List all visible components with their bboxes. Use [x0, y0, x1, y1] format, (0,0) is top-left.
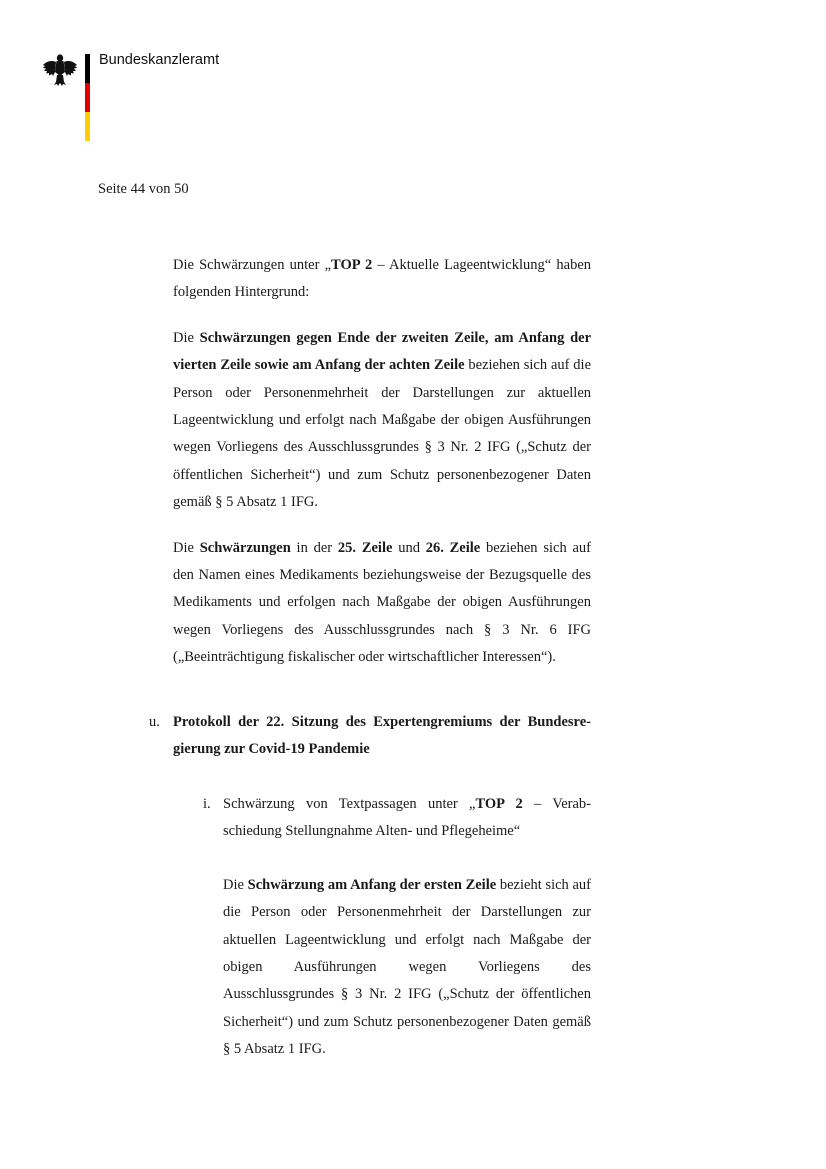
paragraph-redaction-lines: Die Schwärzungen gegen Ende der zweiten Zeile, am Anfang der vierten Zeile sowie am Anfang der achten Zeile beziehen sich auf die Person oder Personenmehrheit der Darstellungen zur aktuellen Lageentwicklung und erfolgt nach Maßgabe der obigen Ausführungen wegen Vorliegens des Ausschlussgrundes § 3 Nr. 2 IFG („Schutz der öffentlichen Sicherheit“) und zum Schutz personenbezogener Daten gemäß § 5 Absatz 1 IFG. — [173, 329, 592, 511]
body-text — [173, 252, 591, 672]
page-number: Seite 44 von 50 — [98, 181, 189, 197]
list-marker: u. — [149, 714, 160, 730]
federal-eagle-icon — [42, 52, 78, 88]
list-marker: i. — [203, 796, 211, 812]
flag-stripe-red — [85, 83, 90, 112]
paragraph-top2-redaction: Schwärzung von Textpassagen unter „TOP 2 – Verabschiedung Stellungnahme Alten- und Pflegeheime“ — [223, 796, 591, 840]
organization-name: Bundeskanzleramt — [99, 52, 220, 68]
section-heading: Protokoll der 22. Sitzung des Expertengremiums der Bundesregierung zur Covid-19 Pandemie — [173, 714, 591, 758]
paragraph-top2-intro: Die Schwärzungen unter „TOP 2 – Aktuelle Lageentwicklung“ haben folgenden Hintergrund: — [173, 257, 591, 301]
list-item-text — [223, 791, 591, 1064]
german-flag-bar — [85, 54, 90, 141]
paragraph-redaction-first-line: Die Schwärzung am Anfang der ersten Zeile bezieht sich auf die Person oder Personenmehrheit der Darstellungen zur aktuellen Lageentwicklung und erfolgt nach Maßgabe der obigen Ausführungen wegen Vorliegens des Ausschlussgrundes § 3 Nr. 2 IFG („Schutz der öffentlichen Sicherheit“) und zum Schutz personenbezogener Daten gemäß § 5 Absatz 1 IFG. — [223, 876, 591, 1058]
flag-stripe-black — [85, 54, 90, 83]
flag-stripe-gold — [85, 112, 90, 141]
paragraph-redaction-medication: Die Schwärzungen in der 25. Zeile und 26. Zeile beziehen sich auf den Namen eines Medikaments beziehungsweise der Bezugsquelle des Medikaments und erfolgen nach Maßgabe der obigen Ausführungen wegen Vorliegens des Ausschlussgrundes nach § 3 Nr. 6 IFG („Beeinträchtigung fiskalischer oder wirtschaftlicher Interessen“). — [173, 539, 591, 666]
